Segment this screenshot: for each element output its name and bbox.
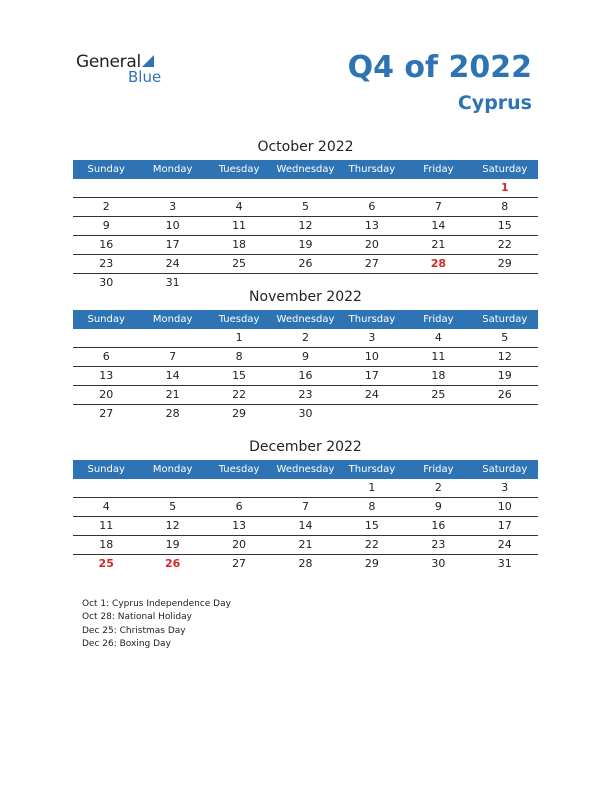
day-cell: 1 — [368, 481, 376, 494]
weekday-label: Tuesday — [218, 164, 260, 175]
day-cell — [272, 179, 338, 197]
week-row — [73, 498, 538, 517]
day-cell: 3 — [368, 331, 376, 344]
day-cell — [339, 405, 405, 423]
day-cell: 7 — [434, 200, 442, 213]
day-cell: 3 — [501, 481, 509, 494]
day-cell: 14 — [165, 369, 180, 382]
day-cell: 11 — [431, 350, 446, 363]
day-cell: 6 — [102, 350, 110, 363]
day-cell: 31 — [497, 557, 512, 570]
day-cell: 4 — [434, 331, 442, 344]
day-cell: 24 — [364, 388, 379, 401]
day-cell: 7 — [169, 350, 177, 363]
day-cell: 26 — [497, 388, 512, 401]
logo-triangle-icon — [142, 55, 154, 67]
day-cell: 27 — [232, 557, 247, 570]
day-cell — [73, 179, 139, 197]
week-row — [73, 348, 538, 367]
day-cell: 31 — [165, 276, 180, 289]
weekday-header — [73, 310, 538, 329]
day-cell: 5 — [501, 331, 509, 344]
month-grid — [73, 329, 538, 423]
weekday-label: Saturday — [482, 164, 528, 175]
day-cell: 3 — [169, 200, 177, 213]
day-cell: 21 — [298, 538, 313, 551]
day-cell: 2 — [434, 481, 442, 494]
week-row — [73, 217, 538, 236]
logo-general-text: General — [76, 52, 141, 72]
day-cell: 2 — [301, 331, 309, 344]
day-cell: 11 — [99, 519, 114, 532]
month-title: October 2022 — [257, 139, 354, 155]
day-cell: 13 — [99, 369, 114, 382]
weekday-label: Wednesday — [276, 464, 335, 475]
weekday-label: Friday — [423, 164, 454, 175]
holiday-notes — [82, 598, 231, 651]
week-row — [73, 517, 538, 536]
weekday-label: Friday — [423, 464, 454, 475]
weekday-label: Tuesday — [218, 464, 260, 475]
day-cell: 1 — [500, 181, 509, 194]
month-grid — [73, 479, 538, 573]
day-cell: 9 — [102, 219, 110, 232]
month-grid — [73, 179, 538, 292]
day-cell: 19 — [165, 538, 180, 551]
day-cell: 24 — [165, 257, 180, 270]
day-cell: 14 — [298, 519, 313, 532]
day-cell: 12 — [298, 219, 313, 232]
day-cell: 18 — [431, 369, 446, 382]
day-cell: 19 — [298, 238, 313, 251]
day-cell: 13 — [364, 219, 379, 232]
logo-blue-text: Blue — [128, 68, 162, 86]
day-cell: 23 — [431, 538, 446, 551]
week-row — [73, 405, 538, 423]
day-cell: 29 — [232, 407, 247, 420]
day-cell: 8 — [235, 350, 243, 363]
day-cell: 21 — [431, 238, 446, 251]
day-cell: 12 — [497, 350, 512, 363]
day-cell: 25 — [232, 257, 247, 270]
week-row — [73, 479, 538, 498]
day-cell: 20 — [99, 388, 114, 401]
weekday-label: Sunday — [87, 164, 125, 175]
day-cell: 16 — [99, 238, 114, 251]
day-cell: 10 — [165, 219, 180, 232]
day-cell — [139, 329, 205, 347]
day-cell — [405, 179, 471, 197]
month-title: December 2022 — [249, 439, 362, 455]
day-cell: 25 — [98, 557, 114, 570]
day-cell — [339, 179, 405, 197]
weekday-label: Thursday — [348, 314, 396, 325]
weekday-label: Monday — [152, 164, 193, 175]
day-cell: 15 — [364, 519, 379, 532]
weekday-header — [73, 460, 538, 479]
weekday-label: Thursday — [348, 164, 396, 175]
country-name: Cyprus — [457, 92, 532, 114]
day-cell: 30 — [298, 407, 313, 420]
page-title: Q4 of 2022 — [347, 50, 532, 85]
day-cell: 14 — [431, 219, 446, 232]
day-cell: 1 — [235, 331, 243, 344]
day-cell — [73, 329, 139, 347]
day-cell: 28 — [298, 557, 313, 570]
day-cell: 10 — [364, 350, 379, 363]
day-cell: 21 — [165, 388, 180, 401]
month-december — [73, 437, 538, 573]
day-cell: 30 — [99, 276, 114, 289]
day-cell: 17 — [497, 519, 512, 532]
day-cell — [206, 179, 272, 197]
weekday-label: Saturday — [482, 314, 528, 325]
day-cell: 4 — [102, 500, 110, 513]
weekday-label: Friday — [423, 314, 454, 325]
month-november — [73, 287, 538, 423]
logo — [76, 52, 186, 88]
day-cell: 24 — [497, 538, 512, 551]
day-cell: 25 — [431, 388, 446, 401]
day-cell — [139, 179, 205, 197]
day-cell — [472, 405, 538, 423]
day-cell: 18 — [232, 238, 247, 251]
day-cell: 10 — [497, 500, 512, 513]
weekday-label: Wednesday — [276, 164, 335, 175]
weekday-label: Sunday — [87, 314, 125, 325]
day-cell: 6 — [368, 200, 376, 213]
day-cell: 29 — [364, 557, 379, 570]
day-cell: 22 — [497, 238, 512, 251]
day-cell: 7 — [301, 500, 309, 513]
month-october — [73, 137, 538, 292]
day-cell: 6 — [235, 500, 243, 513]
week-row — [73, 198, 538, 217]
day-cell: 15 — [232, 369, 247, 382]
weekday-header — [73, 160, 538, 179]
day-cell: 20 — [232, 538, 247, 551]
week-row — [73, 555, 538, 573]
day-cell — [73, 479, 139, 497]
weekday-label: Monday — [152, 464, 193, 475]
week-row — [73, 179, 538, 198]
day-cell: 9 — [434, 500, 442, 513]
day-cell: 11 — [232, 219, 247, 232]
day-cell: 19 — [497, 369, 512, 382]
day-cell: 27 — [364, 257, 379, 270]
day-cell — [139, 479, 205, 497]
day-cell: 28 — [430, 257, 446, 270]
day-cell: 8 — [501, 200, 509, 213]
month-title: November 2022 — [249, 289, 362, 305]
day-cell: 5 — [169, 500, 177, 513]
day-cell: 28 — [165, 407, 180, 420]
day-cell: 16 — [298, 369, 313, 382]
day-cell: 17 — [364, 369, 379, 382]
day-cell: 30 — [431, 557, 446, 570]
day-cell: 22 — [232, 388, 247, 401]
week-row — [73, 386, 538, 405]
day-cell — [405, 405, 471, 423]
weekday-label: Saturday — [482, 464, 528, 475]
holiday-note: Oct 28: National Holiday — [82, 612, 192, 623]
day-cell: 27 — [99, 407, 114, 420]
day-cell: 12 — [165, 519, 180, 532]
day-cell: 29 — [497, 257, 512, 270]
day-cell: 9 — [301, 350, 309, 363]
day-cell — [272, 479, 338, 497]
day-cell: 26 — [164, 557, 181, 570]
holiday-note: Oct 1: Cyprus Independence Day — [82, 599, 231, 609]
week-row — [73, 329, 538, 348]
weekday-label: Thursday — [348, 464, 396, 475]
day-cell: 5 — [301, 200, 309, 213]
day-cell: 2 — [102, 200, 110, 213]
holiday-note: Dec 25: Christmas Day — [82, 625, 186, 636]
day-cell: 17 — [165, 238, 180, 251]
day-cell: 13 — [232, 519, 247, 532]
week-row — [73, 367, 538, 386]
day-cell: 18 — [99, 538, 114, 551]
day-cell: 23 — [99, 257, 114, 270]
day-cell: 23 — [298, 388, 313, 401]
day-cell: 4 — [235, 200, 243, 213]
day-cell: 8 — [368, 500, 376, 513]
day-cell — [206, 479, 272, 497]
weekday-label: Sunday — [87, 464, 125, 475]
weekday-label: Monday — [152, 314, 193, 325]
week-row — [73, 536, 538, 555]
week-row — [73, 236, 538, 255]
day-cell: 16 — [431, 519, 446, 532]
day-cell: 15 — [497, 219, 512, 232]
day-cell: 22 — [364, 538, 379, 551]
weekday-label: Wednesday — [276, 314, 335, 325]
week-row — [73, 255, 538, 274]
holiday-note: Dec 26: Boxing Day — [82, 638, 171, 649]
day-cell: 26 — [298, 257, 313, 270]
weekday-label: Tuesday — [218, 314, 260, 325]
day-cell: 20 — [364, 238, 379, 251]
